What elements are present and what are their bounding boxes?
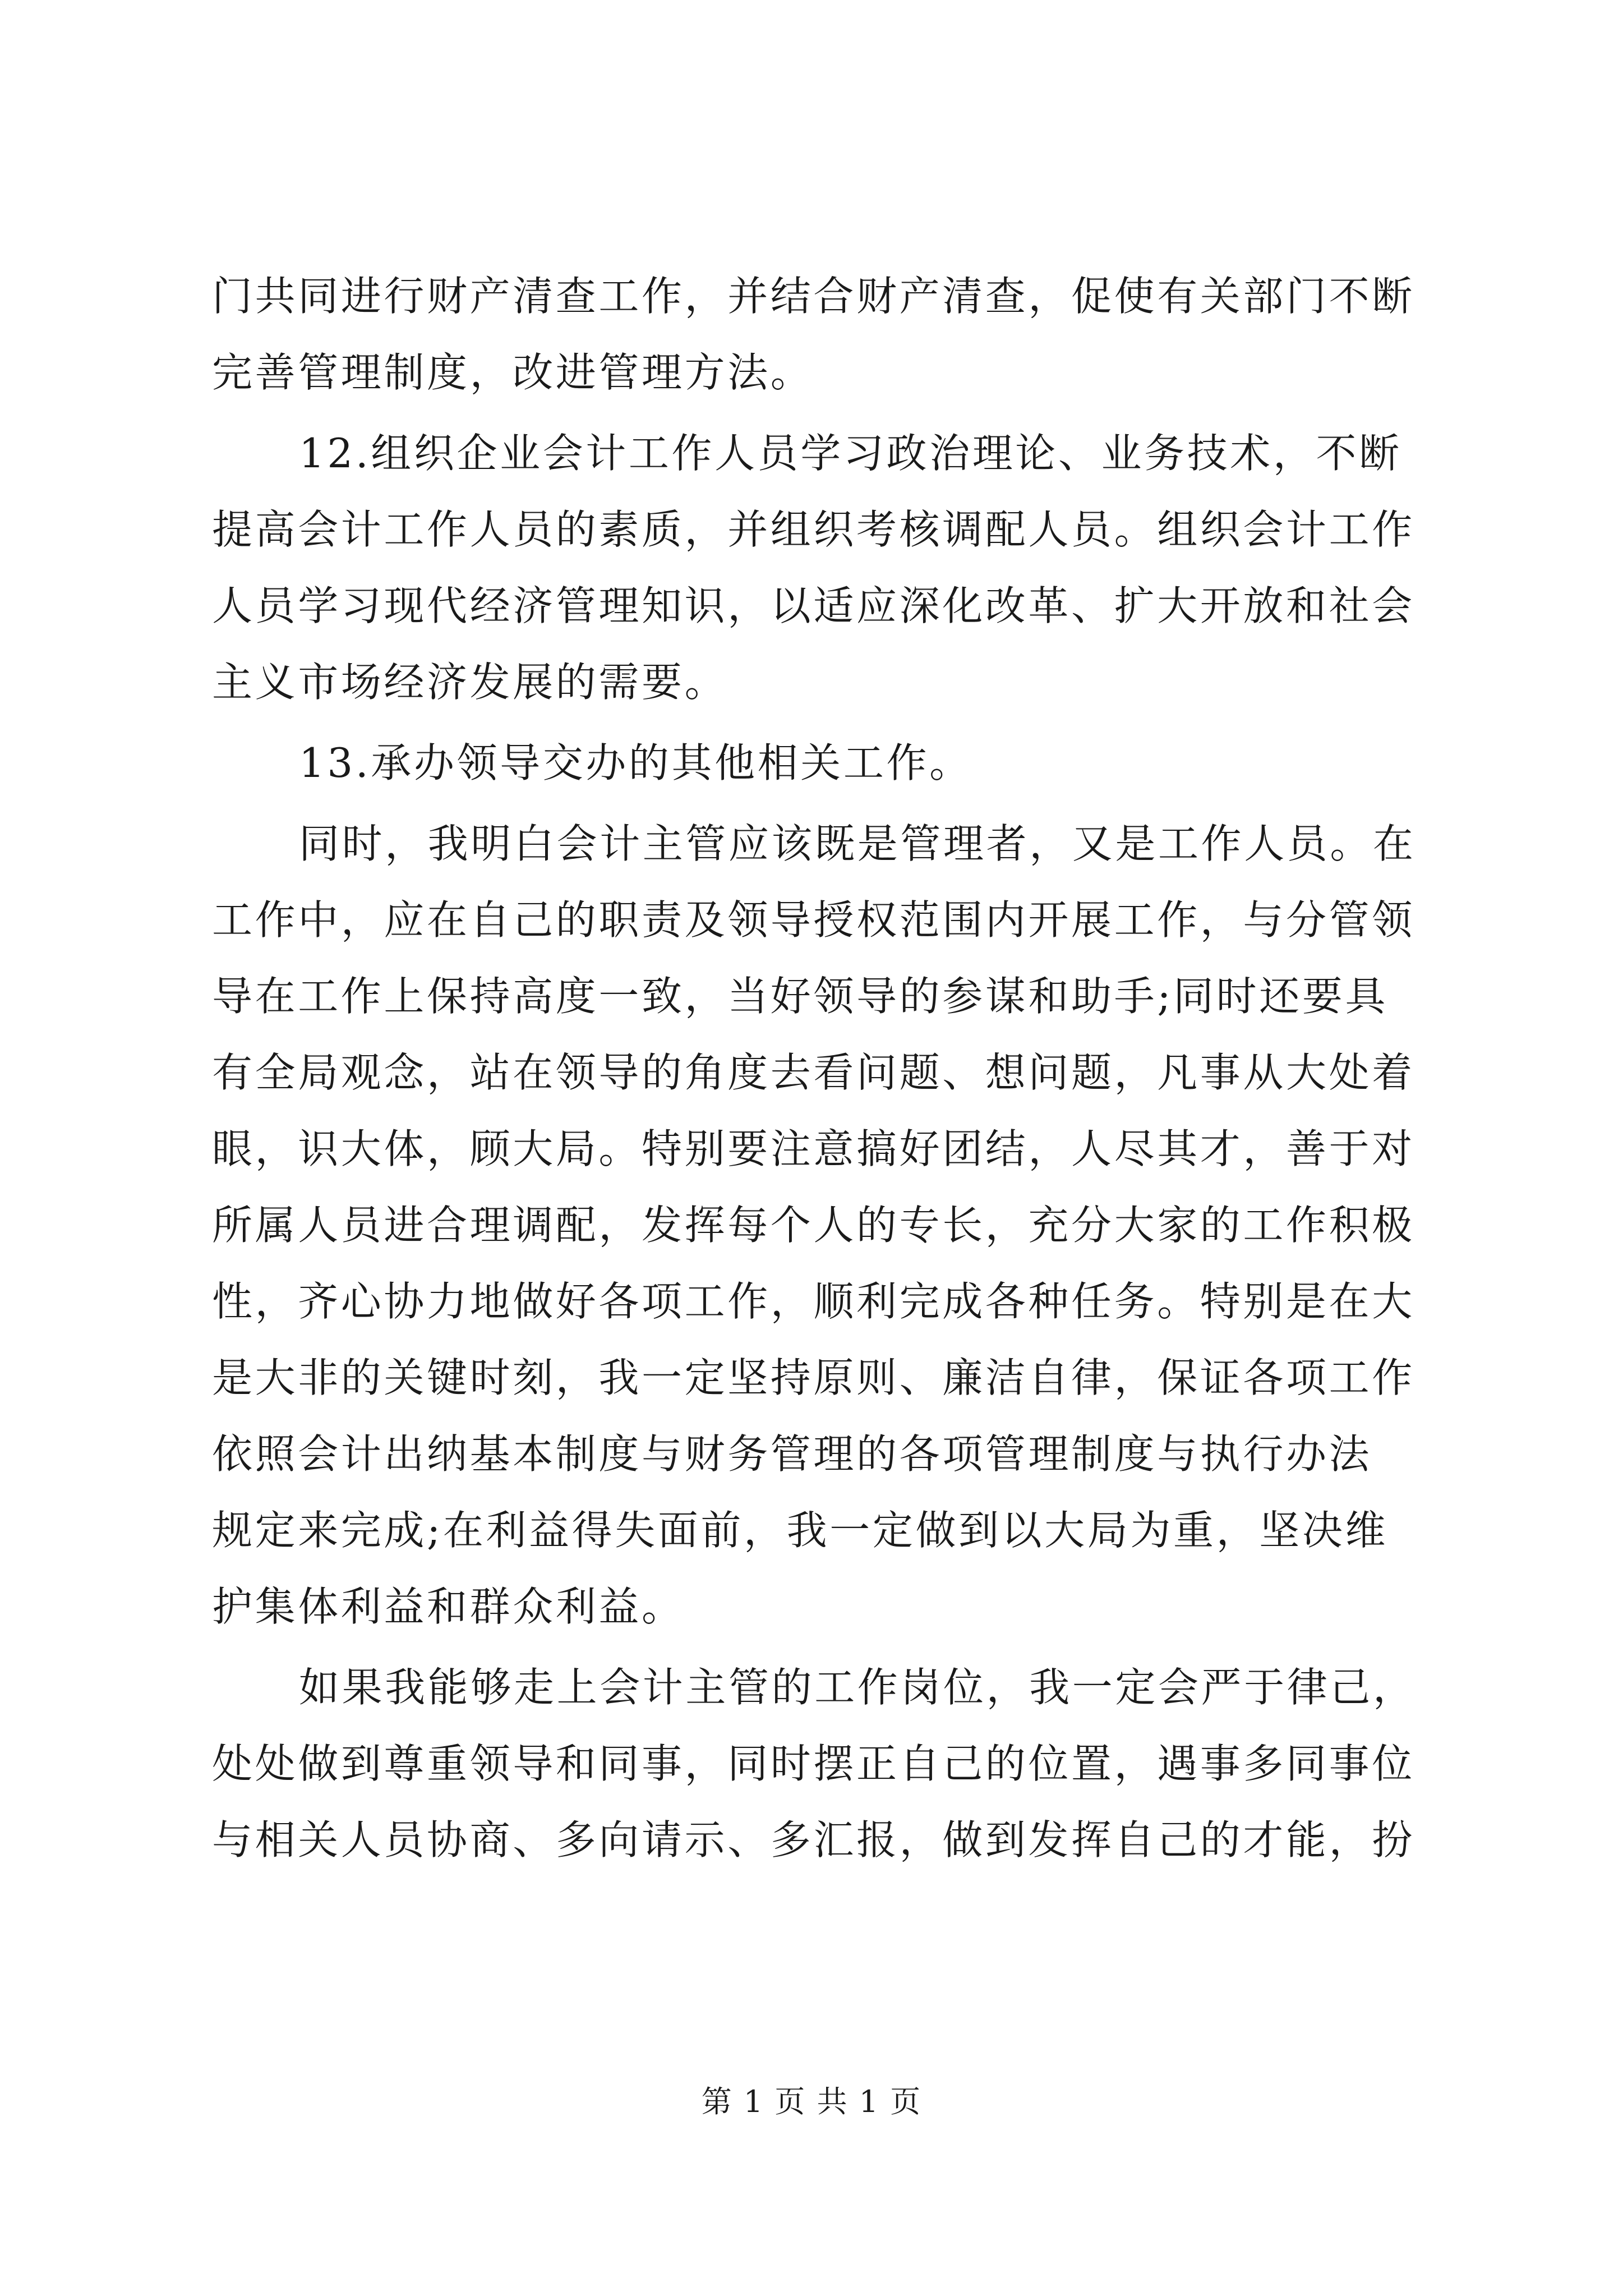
paragraph-2-line-1: 12.组织企业会计工作人员学习政治理论、业务技术，不断 bbox=[299, 430, 1402, 477]
paragraph-5-line-3: 与相关人员协商、多向请示、多汇报，做到发挥自己的才能，扮 bbox=[212, 1816, 1415, 1864]
paragraph-4-line-3: 导在工作上保持高度一致，当好领导的参谋和助手;同时还要具 bbox=[212, 973, 1389, 1020]
page-footer: 第 1 页 共 1 页 bbox=[701, 2084, 922, 2119]
paragraph-4-line-8: 是大非的关键时刻，我一定坚持原则、廉洁自律，保证各项工作 bbox=[212, 1354, 1415, 1401]
paragraph-2-line-4: 主义市场经济发展的需要。 bbox=[212, 659, 728, 706]
paragraph-2-line-3: 人员学习现代经济管理知识，以适应深化改革、扩大开放和社会 bbox=[212, 582, 1415, 629]
paragraph-4-line-10: 规定来完成;在利益得失面前，我一定做到以大局为重，坚决维 bbox=[212, 1507, 1389, 1554]
paragraph-5-line-1: 如果我能够走上会计主管的工作岗位，我一定会严于律己， bbox=[299, 1664, 1416, 1711]
paragraph-5-line-2: 处处做到尊重领导和同事，同时摆正自己的位置，遇事多同事位 bbox=[212, 1740, 1415, 1787]
paragraph-1-line-1: 门共同进行财产清查工作，并结合财产清查，促使有关部门不断 bbox=[212, 273, 1415, 320]
paragraph-4-line-11: 护集体利益和群众利益。 bbox=[212, 1583, 685, 1630]
paragraph-4-line-1: 同时，我明白会计主管应该既是管理者，又是工作人员。在 bbox=[299, 820, 1416, 867]
paragraph-4-line-7: 性，齐心协力地做好各项工作，顺利完成各种任务。特别是在大 bbox=[212, 1278, 1415, 1325]
paragraph-4-line-4: 有全局观念，站在领导的角度去看问题、想问题，凡事从大处着 bbox=[212, 1049, 1415, 1096]
document-body bbox=[212, 258, 1423, 1878]
paragraph-2-line-2: 提高会计工作人员的素质，并组织考核调配人员。组织会计工作 bbox=[212, 506, 1415, 553]
paragraph-4-line-9: 依照会计出纳基本制度与财务管理的各项管理制度与执行办法 bbox=[212, 1430, 1372, 1478]
paragraph-4-line-5: 眼，识大体，顾大局。特别要注意搞好团结，人尽其才，善于对 bbox=[212, 1125, 1415, 1172]
paragraph-4-line-2: 工作中，应在自己的职责及领导授权范围内开展工作，与分管领 bbox=[212, 896, 1415, 944]
paragraph-4-line-6: 所属人员进合理调配，发挥每个人的专长，充分大家的工作积极 bbox=[212, 1202, 1415, 1249]
paragraph-3-line-1: 13.承办领导交办的其他相关工作。 bbox=[299, 739, 972, 786]
paragraph-1-line-2: 完善管理制度，改进管理方法。 bbox=[212, 349, 814, 396]
